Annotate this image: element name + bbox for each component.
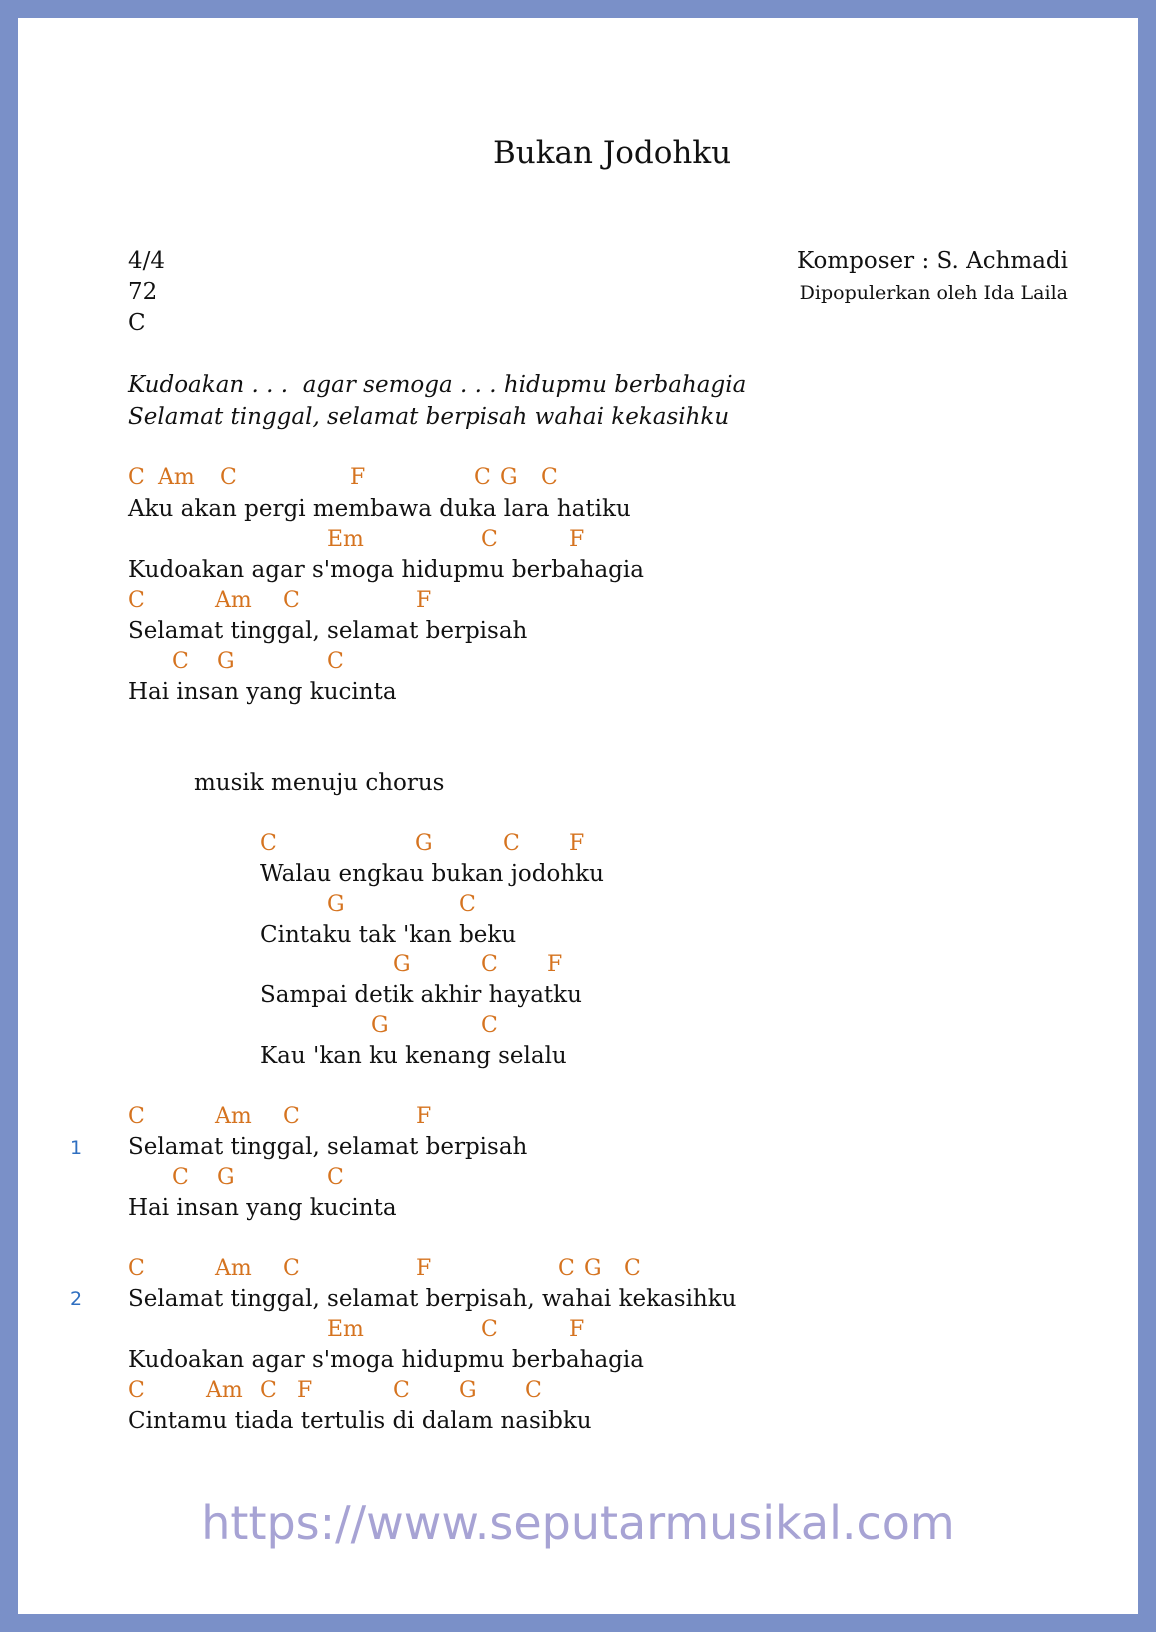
lyric-line: Hai insan yang kucinta [128, 1195, 397, 1221]
chord: C [474, 465, 491, 490]
chord: G [415, 831, 433, 856]
lyric-line: Kau 'kan ku kenang selalu [260, 1043, 567, 1069]
chord: C [393, 1378, 410, 1403]
composer: Komposer : S. Achmadi [796, 248, 1068, 274]
chord: C [525, 1378, 542, 1403]
chord: C [128, 465, 145, 490]
chord: G [500, 465, 518, 490]
chord: F [416, 588, 432, 613]
lyric-line: Kudoakan agar s'moga hidupmu berbahagia [128, 557, 644, 583]
song-sheet [18, 18, 1138, 1614]
chord: F [569, 1317, 585, 1342]
chord: Am [215, 588, 252, 613]
time-signature: 4/4 [128, 248, 166, 274]
lyric-line: Cintaku tak 'kan beku [260, 922, 517, 948]
chord: C [327, 1165, 344, 1190]
chord: Am [215, 1256, 252, 1281]
chord: G [327, 892, 345, 917]
popularized-by: Dipopulerkan oleh Ida Laila [799, 282, 1068, 304]
chord: F [569, 831, 585, 856]
chord: C [283, 588, 300, 613]
chord: C [128, 588, 145, 613]
lyric-line: Cintamu tiada tertulis di dalam nasibku [128, 1408, 592, 1434]
watermark-url: https://www.seputarmusikal.com [201, 1496, 955, 1550]
chord: C [260, 1378, 277, 1403]
chord: C [220, 465, 237, 490]
lyric-line: Selamat tinggal, selamat berpisah [128, 618, 528, 644]
ending-marker-2: 2 [70, 1288, 83, 1310]
lyric-line: Kudoakan agar s'moga hidupmu berbahagia [128, 1347, 644, 1373]
intro-line-2: Selamat tinggal, selamat berpisah wahai kekasihku [128, 404, 730, 430]
lyric-line: Walau engkau bukan jodohku [260, 861, 604, 887]
chord: C [481, 952, 498, 977]
chord: C [481, 527, 498, 552]
lyric-line: Selamat tinggal, selamat berpisah, wahai kekasihku [128, 1286, 737, 1312]
chord: C [624, 1256, 641, 1281]
key: C [128, 310, 146, 336]
chord: G [459, 1378, 477, 1403]
chord: G [584, 1256, 602, 1281]
chord: G [393, 952, 411, 977]
lyric-line: Selamat tinggal, selamat berpisah [128, 1134, 528, 1160]
chord: G [217, 1165, 235, 1190]
chord: C [558, 1256, 575, 1281]
chord: C [260, 831, 277, 856]
chord: Am [158, 465, 195, 490]
interlude-note: musik menuju chorus [194, 770, 445, 796]
chord: C [481, 1317, 498, 1342]
song-title: Bukan Jodohku [493, 135, 732, 171]
chord: G [217, 649, 235, 674]
lyric-line: Aku akan pergi membawa duka lara hatiku [128, 496, 631, 522]
intro-line-1: Kudoakan . . . agar semoga . . . hidupmu berbahagia [128, 372, 747, 398]
ending-marker-1: 1 [70, 1137, 83, 1159]
chord: C [459, 892, 476, 917]
chord: C [541, 465, 558, 490]
chord: C [327, 649, 344, 674]
chord: Em [327, 527, 364, 552]
chord: F [569, 527, 585, 552]
chord: F [350, 465, 366, 490]
chord: C [503, 831, 520, 856]
chord: C [481, 1013, 498, 1038]
lyric-line: Sampai detik akhir hayatku [260, 982, 582, 1008]
chord: C [172, 1165, 189, 1190]
chord: C [128, 1256, 145, 1281]
chord: Am [206, 1378, 243, 1403]
chord: F [416, 1104, 432, 1129]
chord: Am [215, 1104, 252, 1129]
chord: C [283, 1104, 300, 1129]
chord: C [128, 1378, 145, 1403]
chord: C [172, 649, 189, 674]
chord: G [371, 1013, 389, 1038]
chord: F [547, 952, 563, 977]
chord: Em [327, 1317, 364, 1342]
chord: C [283, 1256, 300, 1281]
chord: F [416, 1256, 432, 1281]
tempo: 72 [128, 279, 158, 305]
chord: C [128, 1104, 145, 1129]
lyric-line: Hai insan yang kucinta [128, 679, 397, 705]
chord: F [297, 1378, 313, 1403]
